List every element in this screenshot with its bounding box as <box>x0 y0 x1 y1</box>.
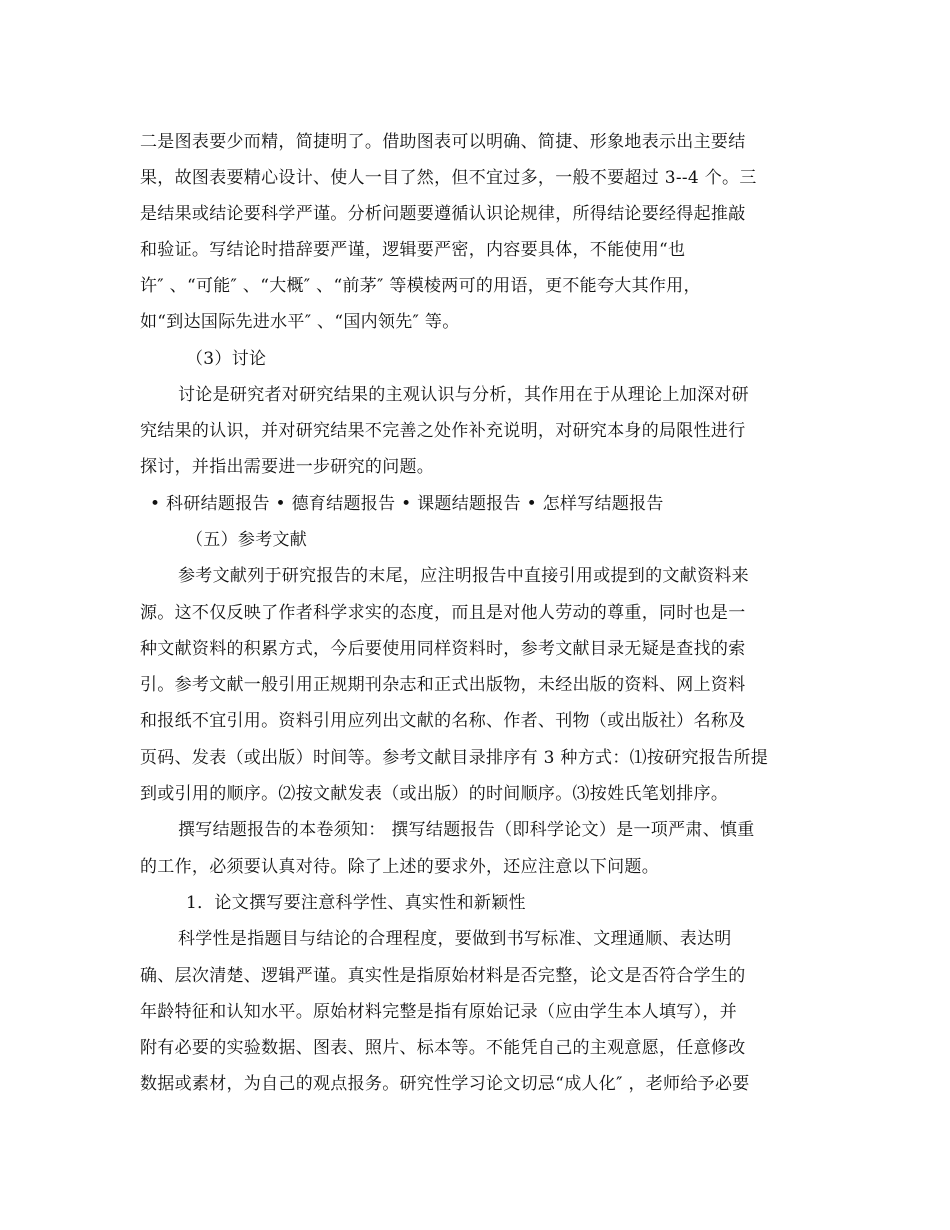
related-links[interactable]: • 科研结题报告 • 德育结题报告 • 课题结题报告 • 怎样写结题报告 <box>150 494 664 514</box>
paragraph-line: 确、层次清楚、逻辑严谨。真实性是指原始材料是否完整，论文是否符合学生的 <box>140 966 746 986</box>
paragraph-line: 页码、发表（或出版）时间等。参考文献目录排序有 3 种方式：⑴按研究报告所提 <box>140 748 769 768</box>
paragraph-line: 附有必要的实验数据、图表、照片、标本等。不能凭自己的主观意愿，任意修改 <box>140 1038 746 1058</box>
paragraph-line: 如“到达国际先进水平″ 、“国内领先″ 等。 <box>140 312 460 332</box>
subsection-heading: 1．论文撰写要注意科学性、真实性和新颖性 <box>186 893 526 913</box>
paragraph-line: 探讨，并指出需要进一步研究的问题。 <box>140 457 435 477</box>
paragraph-line: 到或引用的顺序。⑵按文献发表（或出版）的时间顺序。⑶按姓氏笔划排序。 <box>140 784 729 804</box>
paragraph-line: 参考文献列于研究报告的末尾，应注明报告中直接引用或提到的文献资料来 <box>178 566 749 586</box>
section-heading-discussion: （3）讨论 <box>186 349 267 369</box>
paragraph-line: 源。这不仅反映了作者科学求实的态度，而且是对他人劳动的尊重，同时也是一 <box>140 603 746 623</box>
paragraph-line: 种文献资料的积累方式，今后要使用同样资料时，参考文献目录无疑是查找的索 <box>140 639 746 659</box>
section-heading-references: （五）参考文献 <box>186 530 308 550</box>
paragraph-line: 许″ 、“可能″ 、“大概″ 、“前茅″ 等模棱两可的用语，更不能夸大其作用， <box>140 276 701 296</box>
paragraph-line: 年龄特征和认知水平。原始材料完整是指有原始记录（应由学生本人填写），并 <box>140 1002 737 1022</box>
paragraph-line: 撰写结题报告的本卷须知： 撰写结题报告（即科学论文）是一项严肃、慎重 <box>178 820 755 840</box>
paragraph-line: 数据或素材，为自己的观点报务。研究性学习论文切忌“成人化″ ，老师给予必要 <box>140 1074 750 1094</box>
paragraph-line: 和报纸不宜引用。资料引用应列出文献的名称、作者、刊物（或出版社）名称及 <box>140 711 746 731</box>
paragraph-line: 讨论是研究者对研究结果的主观认识与分析，其作用在于从理论上加深对研 <box>178 385 749 405</box>
paragraph-line: 引。参考文献一般引用正规期刊杂志和正式出版物，未经出版的资料、网上资料 <box>140 675 746 695</box>
paragraph-line: 果，故图表要精心设计、使人一目了然，但不宜过多，一般不要超过 3--4 个。三 <box>140 168 757 188</box>
paragraph-line: 科学性是指题目与结论的合理程度，要做到书写标准、文理通顺、表达明 <box>178 929 732 949</box>
paragraph-line: 和验证。写结论时措辞要严谨，逻辑要严密，内容要具体，不能使用“也 <box>140 240 686 260</box>
paragraph-line: 究结果的认识，并对研究结果不完善之处作补充说明，对研究本身的局限性进行 <box>140 421 746 441</box>
paragraph-line: 二是图表要少而精，简捷明了。借助图表可以明确、简捷、形象地表示出主要结 <box>140 132 746 152</box>
paragraph-line: 的工作，必须要认真对待。除了上述的要求外，还应注意以下问题。 <box>140 857 659 877</box>
paragraph-line: 是结果或结论要科学严谨。分析问题要遵循认识论规律，所得结论要经得起推敲 <box>140 204 746 224</box>
